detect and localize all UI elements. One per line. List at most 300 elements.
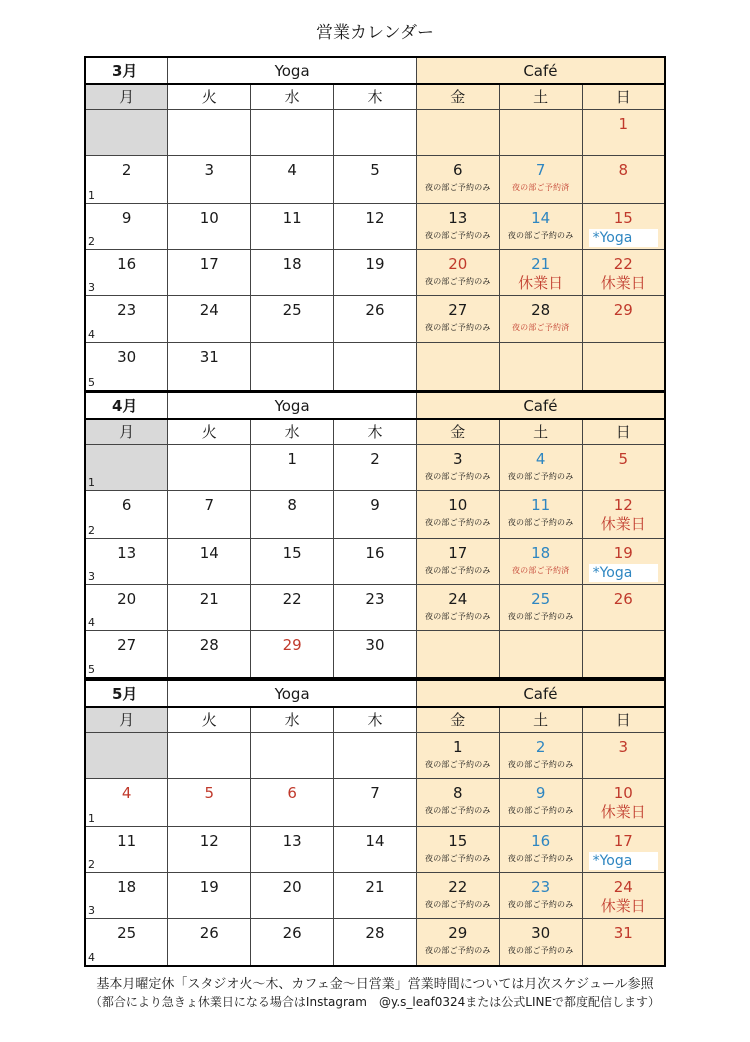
day-number: 21	[531, 254, 551, 273]
day-cell	[582, 918, 665, 966]
day-cell	[85, 342, 168, 391]
day-number: 25	[117, 923, 137, 942]
weekday-label: 月	[85, 707, 168, 732]
week-row	[85, 918, 665, 966]
day-number: 18	[282, 254, 302, 273]
day-cell	[168, 778, 251, 826]
day-cell	[334, 826, 417, 872]
week-number: 3	[88, 903, 95, 917]
day-cell	[251, 295, 334, 342]
day-cell	[334, 872, 417, 918]
day-cell	[168, 872, 251, 918]
reservation-note: 夜の部ご予約済	[511, 565, 570, 575]
day-cell	[416, 584, 499, 630]
week-number: 3	[88, 280, 95, 294]
day-cell	[334, 584, 417, 630]
day-cell	[85, 872, 168, 918]
day-cell	[85, 490, 168, 538]
day-cell	[499, 630, 582, 678]
yoga-header: Yoga	[168, 680, 417, 707]
day-cell	[416, 778, 499, 826]
day-cell	[251, 584, 334, 630]
day-number: 29	[448, 923, 468, 942]
month-label: 4月	[85, 392, 168, 419]
day-number: 27	[117, 635, 137, 654]
day-number: 30	[365, 635, 385, 654]
reservation-note: 夜の部ご予約のみ	[425, 565, 491, 575]
day-cell	[334, 295, 417, 342]
footer-hours-note: 基本月曜定休「スタジオ火～木、カフェ金～日営業」営業時間については月次スケジュール参照	[96, 977, 654, 992]
day-cell	[85, 584, 168, 630]
yoga-event-tag: *Yoga	[589, 229, 658, 247]
closed-day-label: 休業日	[518, 273, 564, 292]
day-number: 8	[618, 160, 629, 179]
reservation-note: 夜の部ご予約のみ	[425, 805, 491, 815]
day-number: 4	[121, 783, 132, 802]
day-cell	[168, 109, 251, 155]
day-cell	[168, 538, 251, 584]
day-cell	[582, 630, 665, 678]
day-cell	[85, 918, 168, 966]
reservation-note: 夜の部ご予約のみ	[425, 471, 491, 481]
weekday-label: 金	[416, 419, 499, 444]
day-number: 19	[613, 543, 633, 562]
week-row	[85, 203, 665, 249]
calendar-march	[84, 56, 666, 392]
reservation-note: 夜の部ご予約のみ	[507, 899, 574, 909]
day-cell	[499, 295, 582, 342]
day-cell	[582, 203, 665, 249]
day-number: 27	[448, 300, 468, 319]
day-cell	[251, 249, 334, 295]
day-number: 9	[370, 495, 380, 514]
weekday-label: 日	[582, 707, 665, 732]
page-title: 営業カレンダー	[316, 23, 434, 43]
day-number: 19	[199, 877, 219, 896]
day-cell	[416, 872, 499, 918]
day-cell	[85, 249, 168, 295]
day-number: 5	[618, 449, 629, 468]
day-cell	[168, 918, 251, 966]
reservation-note: 夜の部ご予約のみ	[425, 899, 491, 909]
day-number: 25	[282, 300, 302, 319]
yoga-event-tag: *Yoga	[589, 564, 658, 582]
day-cell	[85, 732, 168, 778]
day-number: 15	[282, 543, 302, 562]
cafe-header: Café	[416, 57, 665, 84]
day-number: 2	[121, 160, 132, 179]
weekday-label: 水	[251, 84, 334, 109]
day-cell	[251, 918, 334, 966]
day-number: 10	[448, 495, 468, 514]
day-cell	[334, 918, 417, 966]
day-number: 21	[365, 877, 385, 896]
day-cell	[85, 444, 168, 490]
day-cell	[168, 630, 251, 678]
week-row	[85, 342, 665, 391]
week-row	[85, 538, 665, 584]
day-number: 8	[287, 495, 297, 514]
closed-day-label: 休業日	[600, 802, 646, 821]
day-cell	[582, 249, 665, 295]
weekday-row	[85, 707, 665, 732]
week-row	[85, 872, 665, 918]
day-cell	[251, 732, 334, 778]
day-number: 24	[199, 300, 219, 319]
weekday-label: 火	[168, 707, 251, 732]
day-cell	[85, 295, 168, 342]
reservation-note: 夜の部ご予約のみ	[507, 853, 574, 863]
day-cell	[168, 826, 251, 872]
day-cell	[251, 109, 334, 155]
day-number: 12	[365, 208, 385, 227]
yoga-header: Yoga	[168, 392, 417, 419]
reservation-note: 夜の部ご予約のみ	[507, 759, 574, 769]
day-number: 14	[531, 208, 551, 227]
reservation-note: 夜の部ご予約のみ	[425, 853, 491, 863]
weekday-label: 土	[499, 419, 582, 444]
day-cell	[416, 444, 499, 490]
week-number: 5	[88, 663, 95, 676]
day-cell	[582, 444, 665, 490]
day-cell	[582, 155, 665, 203]
weekday-row	[85, 84, 665, 109]
day-cell	[334, 342, 417, 391]
day-cell	[499, 490, 582, 538]
day-number: 7	[204, 495, 215, 514]
reservation-note: 夜の部ご予約済	[511, 182, 570, 192]
reservation-note: 夜の部ご予約のみ	[425, 945, 491, 955]
day-number: 13	[282, 831, 302, 850]
day-number: 23	[365, 589, 385, 608]
day-cell	[168, 295, 251, 342]
day-number: 22	[282, 589, 302, 608]
day-cell	[582, 778, 665, 826]
week-row	[85, 630, 665, 678]
day-cell	[416, 342, 499, 391]
day-cell	[499, 155, 582, 203]
day-cell	[251, 778, 334, 826]
day-cell	[251, 155, 334, 203]
day-cell	[499, 918, 582, 966]
day-cell	[499, 249, 582, 295]
day-number: 13	[448, 208, 468, 227]
reservation-note: 夜の部ご予約のみ	[507, 805, 574, 815]
day-cell	[416, 918, 499, 966]
day-cell	[416, 203, 499, 249]
day-number: 6	[453, 160, 463, 179]
day-cell	[251, 203, 334, 249]
day-number: 15	[613, 208, 633, 227]
day-cell	[251, 872, 334, 918]
day-cell	[168, 584, 251, 630]
reservation-note: 夜の部ご予約のみ	[507, 230, 574, 240]
yoga-event-tag: *Yoga	[589, 852, 658, 870]
reservation-note: 夜の部ご予約のみ	[425, 611, 491, 621]
day-cell	[334, 444, 417, 490]
day-cell	[85, 826, 168, 872]
footer-contact-note: （都合により急きょ休業日になる場合はInstagram @y.s_leaf0324または公式LINEで都度配信します）	[89, 995, 661, 1009]
day-number: 25	[531, 589, 551, 608]
week-number: 4	[88, 951, 95, 964]
day-number: 28	[531, 300, 551, 319]
day-number: 3	[453, 449, 463, 468]
week-number: 4	[88, 615, 95, 629]
day-cell	[416, 538, 499, 584]
weekday-row	[85, 419, 665, 444]
day-cell	[416, 630, 499, 678]
day-number: 22	[448, 877, 468, 896]
week-row	[85, 490, 665, 538]
day-cell	[334, 109, 417, 155]
day-number: 3	[204, 160, 215, 179]
day-cell	[582, 109, 665, 155]
day-number: 26	[613, 589, 633, 608]
day-cell	[168, 490, 251, 538]
day-number: 31	[199, 347, 219, 366]
day-cell	[582, 538, 665, 584]
day-cell	[168, 444, 251, 490]
week-number: 2	[88, 234, 95, 248]
day-cell	[251, 490, 334, 538]
day-number: 29	[613, 300, 633, 319]
week-number: 3	[88, 569, 95, 583]
reservation-note: 夜の部ご予約のみ	[425, 276, 491, 286]
day-number: 29	[282, 635, 302, 654]
day-number: 26	[365, 300, 385, 319]
day-number: 2	[535, 737, 546, 756]
weekday-label: 土	[499, 84, 582, 109]
day-cell	[582, 732, 665, 778]
day-cell	[168, 155, 251, 203]
day-number: 1	[618, 114, 629, 133]
day-number: 30	[117, 347, 137, 366]
day-number: 23	[117, 300, 137, 319]
reservation-note: 夜の部ご予約のみ	[507, 945, 574, 955]
day-cell	[582, 584, 665, 630]
day-number: 16	[365, 543, 385, 562]
reservation-note: 夜の部ご予約のみ	[425, 230, 491, 240]
closed-day-label: 休業日	[600, 514, 646, 533]
day-number: 22	[613, 254, 633, 273]
day-number: 9	[121, 208, 132, 227]
day-cell	[85, 109, 168, 155]
reservation-note: 夜の部ご予約のみ	[425, 759, 491, 769]
week-row	[85, 109, 665, 155]
weekday-label: 木	[334, 419, 417, 444]
day-number: 18	[117, 877, 137, 896]
day-number: 12	[199, 831, 219, 850]
day-cell	[499, 732, 582, 778]
day-cell	[334, 155, 417, 203]
week-number: 1	[88, 475, 95, 489]
day-cell	[582, 490, 665, 538]
day-cell	[499, 109, 582, 155]
day-number: 26	[282, 923, 302, 942]
day-number: 12	[613, 495, 633, 514]
day-cell	[499, 342, 582, 391]
day-cell	[334, 249, 417, 295]
day-cell	[499, 872, 582, 918]
day-number: 4	[535, 449, 546, 468]
month-header-row	[85, 57, 665, 84]
day-number: 16	[531, 831, 551, 850]
calendar-may	[84, 679, 666, 967]
week-number: 2	[88, 857, 95, 871]
day-cell	[168, 732, 251, 778]
month-label: 3月	[85, 57, 168, 84]
day-cell	[85, 203, 168, 249]
day-cell	[334, 490, 417, 538]
day-cell	[85, 155, 168, 203]
month-label: 5月	[85, 680, 168, 707]
day-number: 18	[531, 543, 551, 562]
week-number: 5	[88, 376, 95, 389]
day-number: 23	[531, 877, 551, 896]
yoga-header: Yoga	[168, 57, 417, 84]
reservation-note: 夜の部ご予約のみ	[425, 182, 491, 192]
day-cell	[251, 444, 334, 490]
week-number: 1	[88, 811, 95, 825]
day-cell	[499, 444, 582, 490]
weekday-label: 月	[85, 419, 168, 444]
day-number: 15	[448, 831, 468, 850]
day-cell	[416, 826, 499, 872]
weekday-label: 日	[582, 419, 665, 444]
day-number: 17	[448, 543, 468, 562]
day-number: 19	[365, 254, 385, 273]
day-number: 8	[453, 783, 463, 802]
day-number: 28	[365, 923, 385, 942]
day-cell	[251, 630, 334, 678]
day-cell	[251, 342, 334, 391]
day-number: 17	[613, 831, 633, 850]
day-cell	[85, 630, 168, 678]
day-cell	[499, 826, 582, 872]
week-row	[85, 249, 665, 295]
day-cell	[499, 203, 582, 249]
day-cell	[334, 630, 417, 678]
day-number: 5	[370, 160, 380, 179]
day-number: 26	[199, 923, 219, 942]
day-cell	[251, 826, 334, 872]
day-number: 6	[287, 783, 297, 802]
day-cell	[168, 342, 251, 391]
reservation-note: 夜の部ご予約のみ	[507, 471, 574, 481]
calendar-april	[84, 391, 666, 679]
day-cell	[334, 203, 417, 249]
day-number: 6	[121, 495, 132, 514]
day-number: 1	[287, 449, 297, 468]
day-cell	[582, 872, 665, 918]
week-number: 1	[88, 188, 95, 202]
cafe-header: Café	[416, 392, 665, 419]
day-number: 11	[282, 208, 302, 227]
weekday-label: 水	[251, 419, 334, 444]
week-number: 4	[88, 327, 95, 341]
week-row	[85, 584, 665, 630]
day-number: 4	[287, 160, 297, 179]
day-cell	[416, 155, 499, 203]
day-number: 28	[199, 635, 219, 654]
day-number: 24	[613, 877, 633, 896]
day-number: 14	[365, 831, 385, 850]
weekday-label: 水	[251, 707, 334, 732]
week-row	[85, 295, 665, 342]
day-number: 17	[199, 254, 219, 273]
weekday-label: 金	[416, 84, 499, 109]
day-cell	[334, 778, 417, 826]
day-number: 2	[370, 449, 380, 468]
day-cell	[416, 490, 499, 538]
day-number: 11	[117, 831, 137, 850]
week-row	[85, 826, 665, 872]
day-cell	[582, 295, 665, 342]
day-cell	[582, 826, 665, 872]
day-number: 7	[535, 160, 546, 179]
week-number: 2	[88, 523, 95, 537]
month-header-row	[85, 680, 665, 707]
day-number: 9	[535, 783, 546, 802]
day-cell	[582, 342, 665, 391]
weekday-label: 木	[334, 84, 417, 109]
closed-day-label: 休業日	[600, 896, 646, 915]
reservation-note: 夜の部ご予約済	[511, 322, 570, 332]
week-row	[85, 155, 665, 203]
day-number: 10	[613, 783, 633, 802]
day-cell	[251, 538, 334, 584]
day-cell	[85, 538, 168, 584]
week-row	[85, 732, 665, 778]
day-number: 1	[453, 737, 463, 756]
day-cell	[334, 538, 417, 584]
day-number: 14	[199, 543, 219, 562]
reservation-note: 夜の部ご予約のみ	[425, 517, 491, 527]
day-number: 24	[448, 589, 468, 608]
day-cell	[416, 295, 499, 342]
day-number: 20	[282, 877, 302, 896]
day-cell	[416, 732, 499, 778]
day-cell	[168, 203, 251, 249]
day-cell	[168, 249, 251, 295]
weekday-label: 火	[168, 419, 251, 444]
day-number: 21	[199, 589, 219, 608]
day-number: 10	[199, 208, 219, 227]
reservation-note: 夜の部ご予約のみ	[425, 322, 491, 332]
weekday-label: 火	[168, 84, 251, 109]
weekday-label: 土	[499, 707, 582, 732]
day-cell	[499, 538, 582, 584]
day-number: 31	[613, 923, 633, 942]
week-row	[85, 778, 665, 826]
day-number: 20	[448, 254, 468, 273]
day-number: 30	[531, 923, 551, 942]
day-number: 3	[618, 737, 629, 756]
weekday-label: 日	[582, 84, 665, 109]
day-cell	[499, 584, 582, 630]
day-number: 20	[117, 589, 137, 608]
reservation-note: 夜の部ご予約のみ	[507, 517, 574, 527]
day-number: 11	[531, 495, 551, 514]
month-header-row	[85, 392, 665, 419]
day-number: 13	[117, 543, 137, 562]
weekday-label: 木	[334, 707, 417, 732]
day-number: 16	[117, 254, 137, 273]
day-cell	[416, 109, 499, 155]
day-cell	[416, 249, 499, 295]
cafe-header: Café	[416, 680, 665, 707]
closed-day-label: 休業日	[600, 273, 646, 292]
